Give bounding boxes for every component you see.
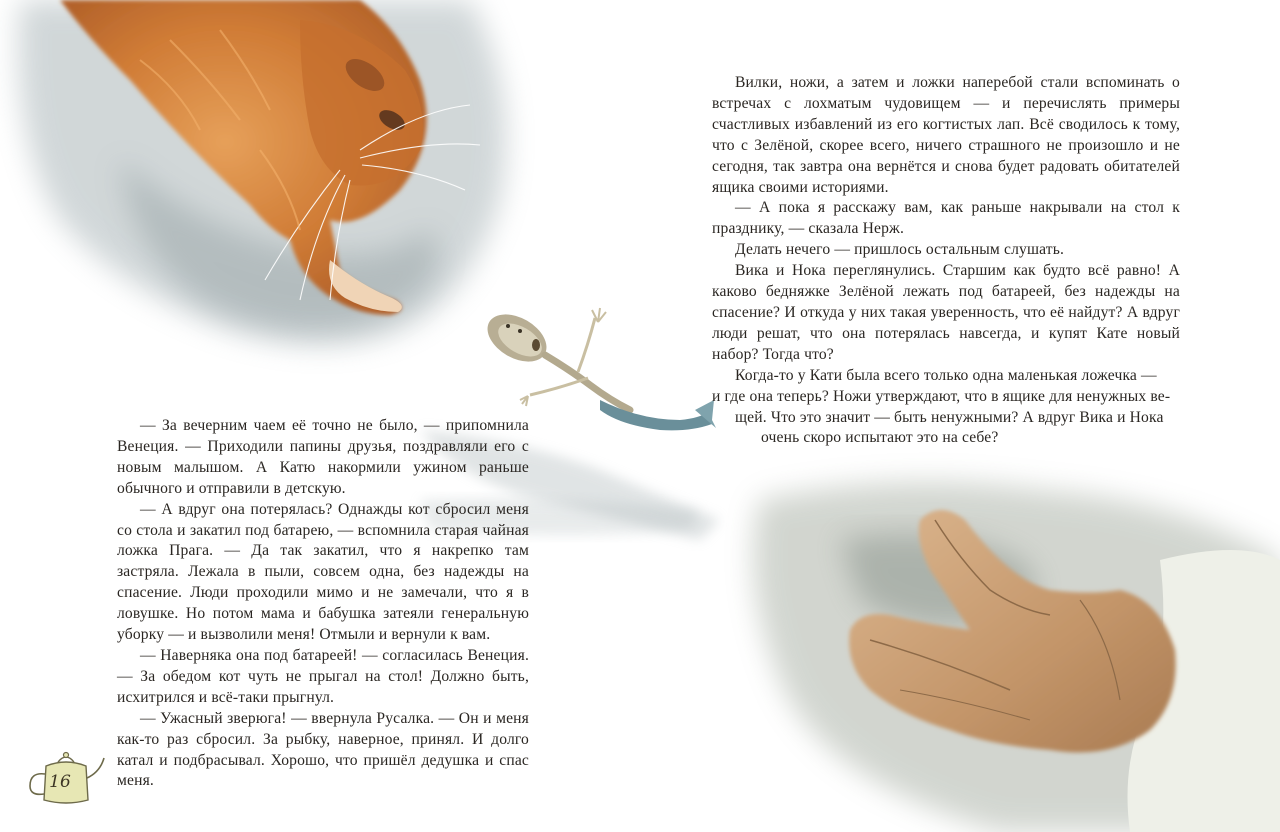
- text-line: Когда-то у Кати была всего только одна маленькая ложечка —: [735, 366, 1157, 384]
- page-number: 16: [49, 772, 71, 792]
- right-text-column: [712, 73, 1180, 449]
- cat-illustration: [18, 0, 505, 345]
- text-line: щей. Что это значит — быть ненужными? А вдруг Вика и Нока: [735, 408, 1164, 426]
- paragraph: — За вечерним чаем её точно не было, — припомнила Венеция. — Приходили папины друзья, поздравляли его с новым малышом. А Катю накормили ужином раньше обычного и отправили в детскую.: [117, 417, 529, 497]
- hand-illustration: [753, 482, 1280, 832]
- paragraph: Делать нечего — пришлось остальным слушать.: [735, 241, 1065, 259]
- paragraph: — Наверняка она под батареей! — согласилась Венеция. — За обедом кот чуть не прыгал на стол! Должно быть, исхитрился и всё-таки прыгнул.: [117, 646, 529, 706]
- paragraph: Вилки, ножи, а затем и ложки наперебой стали вспоминать о встречах с лохматым чудовищем — и перечислять примеры счастливых избавлений из его когтистых лап. Всё сводилось к тому, что с Зелёной, скорее всего, ничего страшного не произошло и не сегодня, так завтра она вернётся и снова будет радовать обитателей ящика своими историями.: [712, 74, 1180, 196]
- paragraph-wrapped: [712, 366, 1180, 450]
- paragraph: Вика и Нока переглянулись. Старшим как будто всё равно! А каково бедняжке Зелёной лежать под батареей, без надежды на спасение? И откуда у них такая уверенность, что её найдут? А вдруг люди решат, что она потерялась навсегда, и купят Кате новый набор? Тогда что?: [712, 262, 1180, 363]
- paragraph: — А вдруг она потерялась? Однажды кот сбросил меня со стола и закатил под батарею, — вспомнила старая чайная ложка Прага. — Да так закатил, что я накрепко там застряла. Лежала в пыли, совсем одна, без надежды на спасение. Люди проходили мимо и не замечали, что я в ловушке. Но потом мама и бабушка затеяли генеральную уборку — и вызволили меня! Отмыли и вернули к вам.: [117, 500, 529, 644]
- text-line: очень скоро испытают это на себе?: [761, 429, 999, 447]
- left-text-column: [117, 416, 529, 792]
- paragraph: — А пока я расскажу вам, как раньше накрывали на стол к празднику, — сказала Нерж.: [712, 199, 1180, 238]
- paragraph: — Ужасный зверюга! — ввернула Русалка. — Он и меня как-то раз сбросил. За рыбку, наверное, принял. И долго катал и подбрасывал. Хорошо, что пришёл дедушка и спас меня.: [117, 709, 529, 790]
- text-line: и где она теперь? Ножи утверждают, что в ящике для ненужных ве-: [712, 387, 1171, 405]
